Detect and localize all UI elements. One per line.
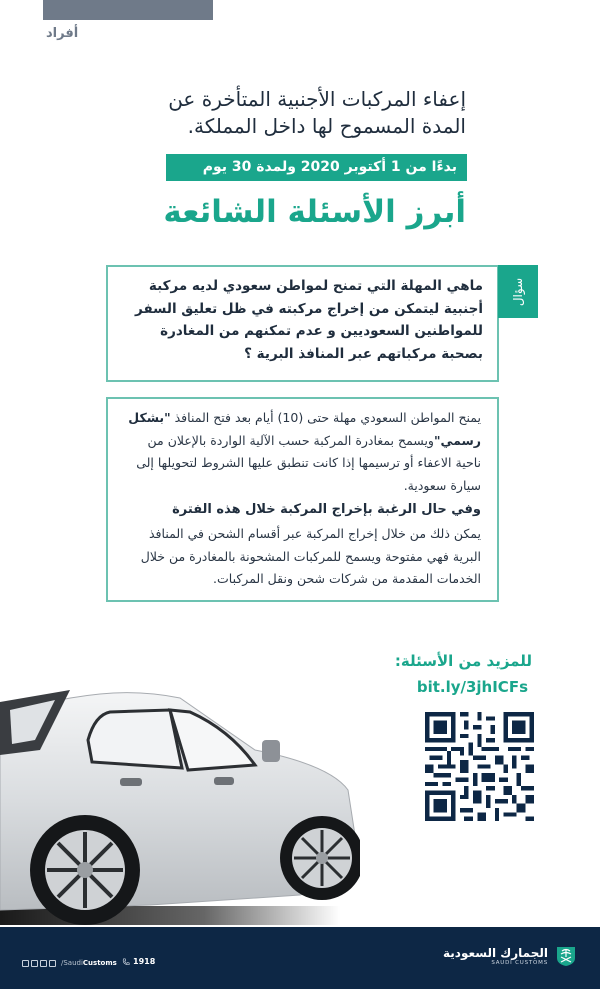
title-line-1: إعفاء المركبات الأجنبية المتأخرة عن bbox=[168, 87, 466, 111]
answer-text: يمنح المواطن السعودي مهلة حتى (10) أيام بعد فتح المنافذ bbox=[170, 410, 481, 425]
youtube-icon[interactable] bbox=[49, 960, 56, 967]
answer-bold-text: "بشكل رسمي" bbox=[128, 410, 481, 448]
social-links bbox=[22, 959, 117, 967]
handle-bold: Customs bbox=[82, 959, 117, 967]
logo-text bbox=[443, 946, 548, 966]
question-tab-label: سؤال bbox=[511, 277, 525, 306]
saudi-customs-logo bbox=[443, 945, 576, 967]
phone-icon bbox=[122, 958, 130, 966]
logo-english: SAUDI CUSTOMS bbox=[491, 960, 548, 966]
top-bar bbox=[43, 0, 213, 20]
more-questions-link[interactable]: bit.ly/3jhICFs bbox=[416, 678, 528, 696]
date-banner: بدءًا من 1 أكتوبر 2020 ولمدة 30 يوم bbox=[166, 154, 467, 181]
question-box bbox=[106, 265, 499, 382]
qr-code-icon[interactable] bbox=[425, 712, 534, 821]
more-questions-label: للمزيد من الأسئلة: bbox=[394, 652, 532, 670]
title-line-2: المدة المسموح لها داخل المملكة. bbox=[187, 114, 466, 138]
phone-text: 1918 bbox=[133, 957, 156, 966]
answer-box bbox=[106, 397, 499, 602]
customs-emblem-icon bbox=[556, 945, 576, 967]
instagram-icon[interactable] bbox=[40, 960, 47, 967]
logo-arabic: الجمارك السعودية bbox=[443, 946, 548, 960]
phone-number[interactable] bbox=[122, 957, 155, 966]
answer-paragraph-1 bbox=[121, 407, 481, 497]
answer-paragraph-2: يمكن ذلك من خلال إخراج المركبة عبر أقسام الشحن في المنافذ البرية فهي مفتوحة ويسمح للمركبات المشحونة بالمغادرة من خلال الخدمات المقدمة من شركات شحن ونقل المركبات. bbox=[140, 526, 481, 586]
handle-prefix: /Saudi bbox=[61, 959, 83, 967]
footer bbox=[0, 927, 600, 989]
page-title bbox=[46, 86, 466, 140]
car-image bbox=[0, 680, 360, 925]
social-handle[interactable] bbox=[61, 959, 117, 967]
answer-text: ويسمح بمغادرة المركبة حسب الآلية الواردة بالإعلان من ناحية الاعفاء أو ترسيمها إذا كانت تنطبق عليها الشروط لتحويلها إلى سيارة سعودية. bbox=[136, 432, 481, 493]
category-label: أفراد bbox=[46, 26, 79, 41]
question-text: ماهي المهلة التي تمنح لمواطن سعودي لديه مركبة أجنبية ليتمكن من إخراج مركبته في ظل تعليق السفر للمواطنين السعوديين و عدم تمكنهم من المغادرة بصحبة مركباتهم عبر المنافذ البرية ؟ bbox=[135, 278, 483, 362]
faq-heading: أبرز الأسئلة الشائعة bbox=[163, 194, 466, 230]
facebook-icon[interactable] bbox=[22, 960, 29, 967]
answer-subheading: وفي حال الرغبة بإخراج المركبة خلال هذه الفترة bbox=[172, 502, 481, 517]
question-tab bbox=[498, 265, 538, 318]
twitter-icon[interactable] bbox=[31, 960, 38, 967]
